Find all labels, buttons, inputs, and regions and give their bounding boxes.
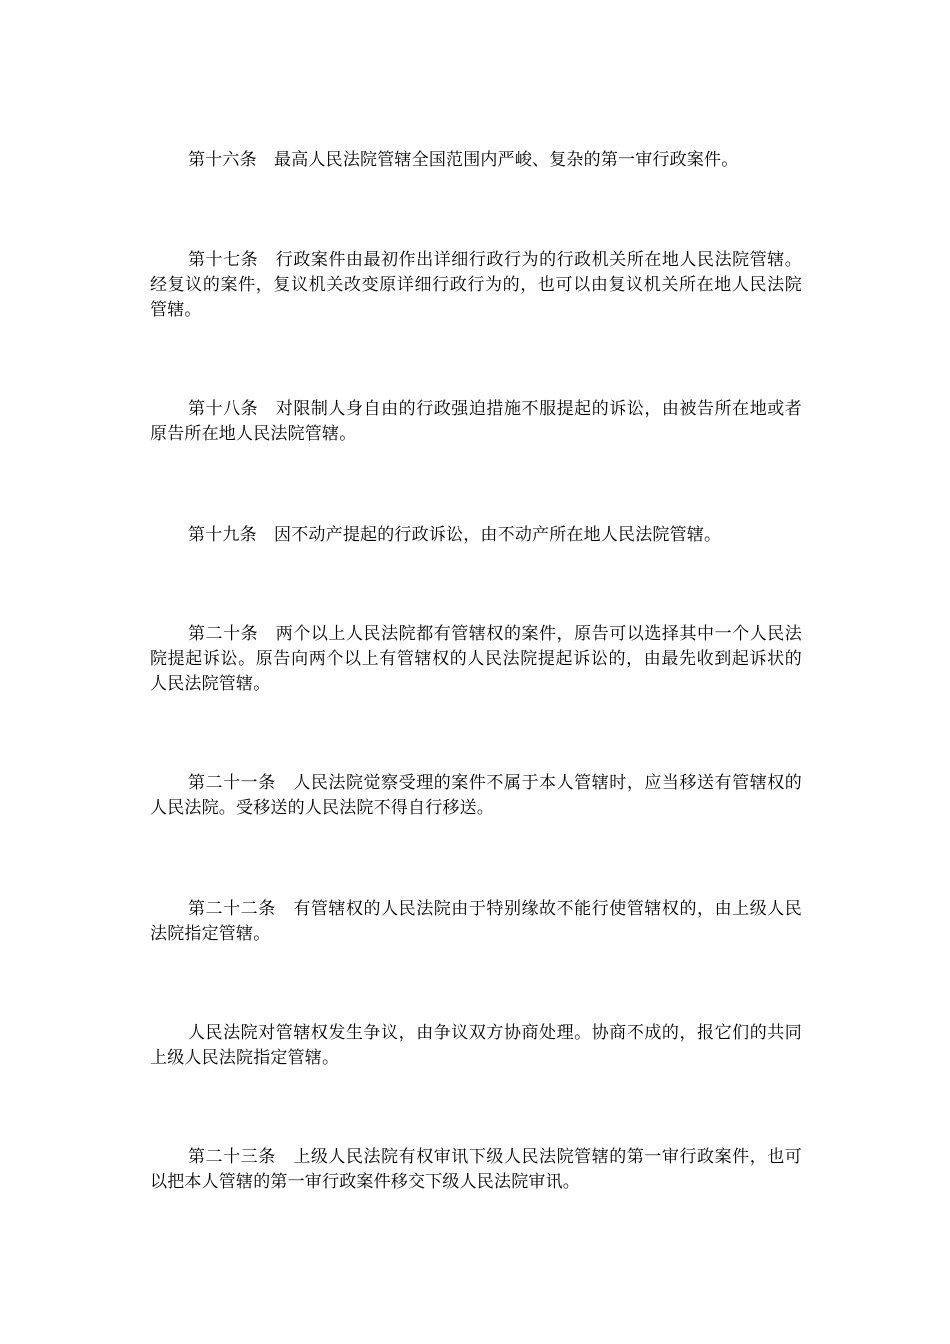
article-text: 上级人民法院有权审讯下级人民法院管辖的第一审行政案件，也可以把本人管辖的第一审行政案件移交下级人民法院审讯。 — [150, 1147, 802, 1192]
paragraph-article-19 — [150, 523, 802, 548]
article-number: 第十六条 — [188, 150, 257, 170]
article-text: 人民法院对管辖权发生争议，由争议双方协商处理。协商不成的，报它们的共同上级人民法院指定管辖。 — [150, 1023, 802, 1068]
article-text: 行政案件由最初作出详细行政行为的行政机关所在地人民法院管辖。经复议的案件，复议机关改变原详细行政行为的，也可以由复议机关所在地人民法院管辖。 — [150, 250, 803, 320]
article-number: 第十七条 — [188, 250, 259, 270]
article-number: 第二十条 — [188, 624, 259, 644]
article-number: 第十九条 — [188, 525, 257, 545]
article-text: 有管辖权的人民法院由于特别缘故不能行使管辖权的，由上级人民法院指定管辖。 — [150, 899, 802, 944]
article-number: 第二十三条 — [188, 1147, 276, 1167]
paragraph-article-16 — [150, 148, 802, 173]
paragraph-article-18 — [150, 397, 802, 447]
paragraph-article-22 — [150, 897, 802, 947]
paragraph-article-23 — [150, 1145, 802, 1195]
article-text: 人民法院觉察受理的案件不属于本人管辖时，应当移送有管辖权的人民法院。受移送的人民法院不得自行移送。 — [150, 773, 802, 818]
paragraph-article-17 — [150, 248, 802, 323]
article-text: 最高人民法院管辖全国范围内严峻、复杂的第一审行政案件。 — [274, 150, 739, 170]
paragraph-article-20 — [150, 622, 802, 697]
paragraph-article-22-continued — [150, 1021, 802, 1071]
article-number: 第二十二条 — [188, 899, 276, 919]
article-text: 两个以上人民法院都有管辖权的案件，原告可以选择其中一个人民法院提起诉讼。原告向两个以上有管辖权的人民法院提起诉讼的，由最先收到起诉状的人民法院管辖。 — [150, 624, 803, 694]
article-text: 对限制人身自由的行政强迫措施不服提起的诉讼，由被告所在地或者原告所在地人民法院管辖。 — [150, 399, 803, 444]
article-text: 因不动产提起的行政诉讼，由不动产所在地人民法院管辖。 — [274, 525, 722, 545]
article-number: 第二十一条 — [188, 773, 276, 793]
paragraph-article-21 — [150, 771, 802, 821]
article-number: 第十八条 — [188, 399, 259, 419]
